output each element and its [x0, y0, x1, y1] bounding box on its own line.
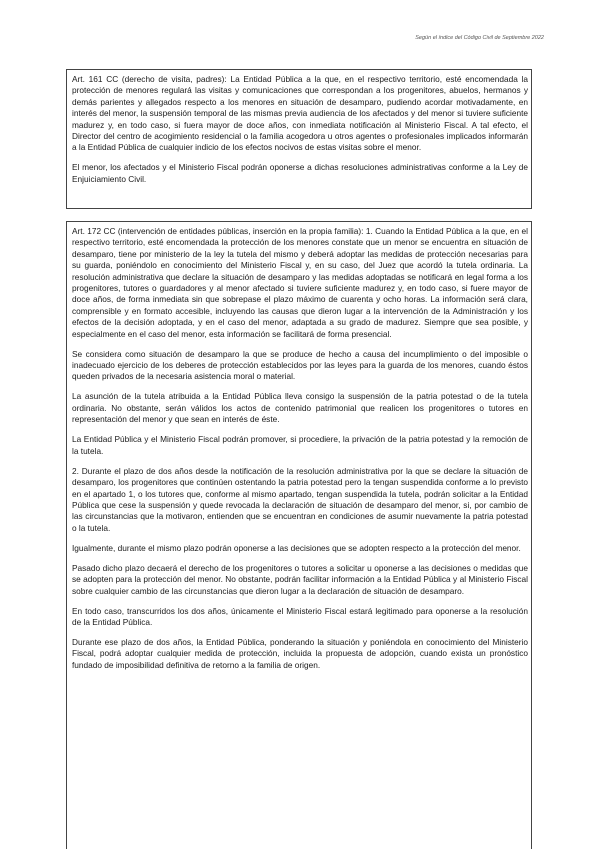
article-172-paragraph-2: Se considera como situación de desamparo la que se produce de hecho a causa del incumplimiento o del imposible o inadecuado ejercicio de los deberes de protección establecidos por las leyes para la guarda de los menores, cuando éstos queden privados de la necesaria asistencia moral o material. — [72, 348, 528, 382]
article-172-paragraph-7: Pasado dicho plazo decaerá el derecho de los progenitores o tutores a solicitar u oponerse a las decisiones o medidas que se adopten para la protección del menor. No obstante, podrán facilitar información a la Entidad Pública y al Ministerio Fiscal sobre cualquier cambio de las circunstancias que dieron lugar a la declaración de situación de desamparo. — [72, 562, 528, 596]
article-172-paragraph-4: La Entidad Pública y el Ministerio Fiscal podrán promover, si procediere, la privación de la patria potestad y la remoción de la tutela. — [72, 434, 528, 456]
article-172-paragraph-9: Durante ese plazo de dos años, la Entidad Pública, ponderando la situación y poniéndola en conocimiento del Ministerio Fiscal, podrá adoptar cualquier medida de protección, incluida la propuesta de adopción, cuando exista un pronóstico fundado de imposibilidad definitiva de retorno a la familia de origen. — [72, 636, 528, 670]
article-161-paragraph-1: Art. 161 CC (derecho de visita, padres): La Entidad Pública a la que, en el respectivo territorio, esté encomendada la protección de menores regulará las visitas y comunicaciones que correspondan a los progenitores, abuelos, hermanos y demás parientes y allegados respecto a los menores en situación de desamparo, pudiendo acordar motivadamente, en interés del menor, la suspensión temporal de las mismas previa audiencia de los afectados y del menor si tuviere suficiente madurez y, en todo caso, si fuera mayor de doce años, con inmediata notificación al Ministerio Fiscal. A tal efecto, el Director del centro de acogimiento residencial o la familia acogedora u otros agentes o profesionales implicados informarán a la Entidad Pública de cualquier indicio de los efectos nocivos de estas visitas sobre el menor. — [72, 74, 528, 153]
article-172-paragraph-5: 2. Durante el plazo de dos años desde la notificación de la resolución administrativa por la que se declare la situación de desamparo, los progenitores que continúen ostentando la patria potestad pero la tengan suspendida conforme a lo previsto en el apartado 1, o los tutores que, conforme al mismo apartado, tengan suspendida la tutela, podrán solicitar a la Entidad Pública que cese la suspensión y quede revocada la declaración de situación de desamparo del menor, si, por cambio de las circunstancias que la motivaron, entienden que se encuentran en condiciones de asumir nuevamente la patria potestad o la tutela. — [72, 465, 528, 533]
article-172-box — [66, 221, 532, 849]
article-172-paragraph-1: Art. 172 CC (intervención de entidades públicas, inserción en la propia familia): 1. Cuando la Entidad Pública a la que, en el respectivo territorio, esté encomendada la protección de los menores constate que un menor se encuentra en situación de desamparo, tiene por ministerio de la ley la tutela del mismo y deberá adoptar las medidas de protección necesarias para su guarda, poniéndolo en conocimiento del Ministerio Fiscal y, en su caso, del Juez que acordó la tutela ordinaria. La resolución administrativa que declare la situación de desamparo y las medidas adoptadas se notificará en legal forma a los progenitores, tutores o guardadores y al menor afectado si tuviere suficiente madurez y, en todo caso, si fuere mayor de doce años, de forma inmediata sin que sobrepase el plazo máximo de cuarenta y ocho horas. La información será clara, comprensible y en formato accesible, incluyendo las causas que dieron lugar a la intervención de la Administración y los efectos de la decisión adoptada, y en el caso del menor, adaptada a su grado de madurez. Siempre que sea posible, y especialmente en el caso del menor, esta información se facilitará de forma presencial. — [72, 226, 528, 339]
article-161-box — [66, 69, 532, 209]
article-161-paragraph-2: El menor, los afectados y el Ministerio Fiscal podrán oponerse a dichas resoluciones administrativas conforme a la Ley de Enjuiciamiento Civil. — [72, 162, 528, 184]
article-172-paragraph-6: Igualmente, durante el mismo plazo podrán oponerse a las decisiones que se adopten respecto a la protección del menor. — [72, 542, 521, 553]
article-172-paragraph-8: En todo caso, transcurridos los dos años, únicamente el Ministerio Fiscal estará legitimado para oponerse a la resolución de la Entidad Pública. — [72, 605, 528, 627]
article-172-paragraph-3: La asunción de la tutela atribuida a la Entidad Pública lleva consigo la suspensión de la patria potestad o de la tutela ordinaria. No obstante, serán válidos los actos de contenido patrimonial que realicen los progenitores o tutores en representación del menor y que sean en interés de éste. — [72, 391, 528, 425]
page-header: Según el índice del Código Civil de Septiembre 2022 — [415, 35, 544, 41]
